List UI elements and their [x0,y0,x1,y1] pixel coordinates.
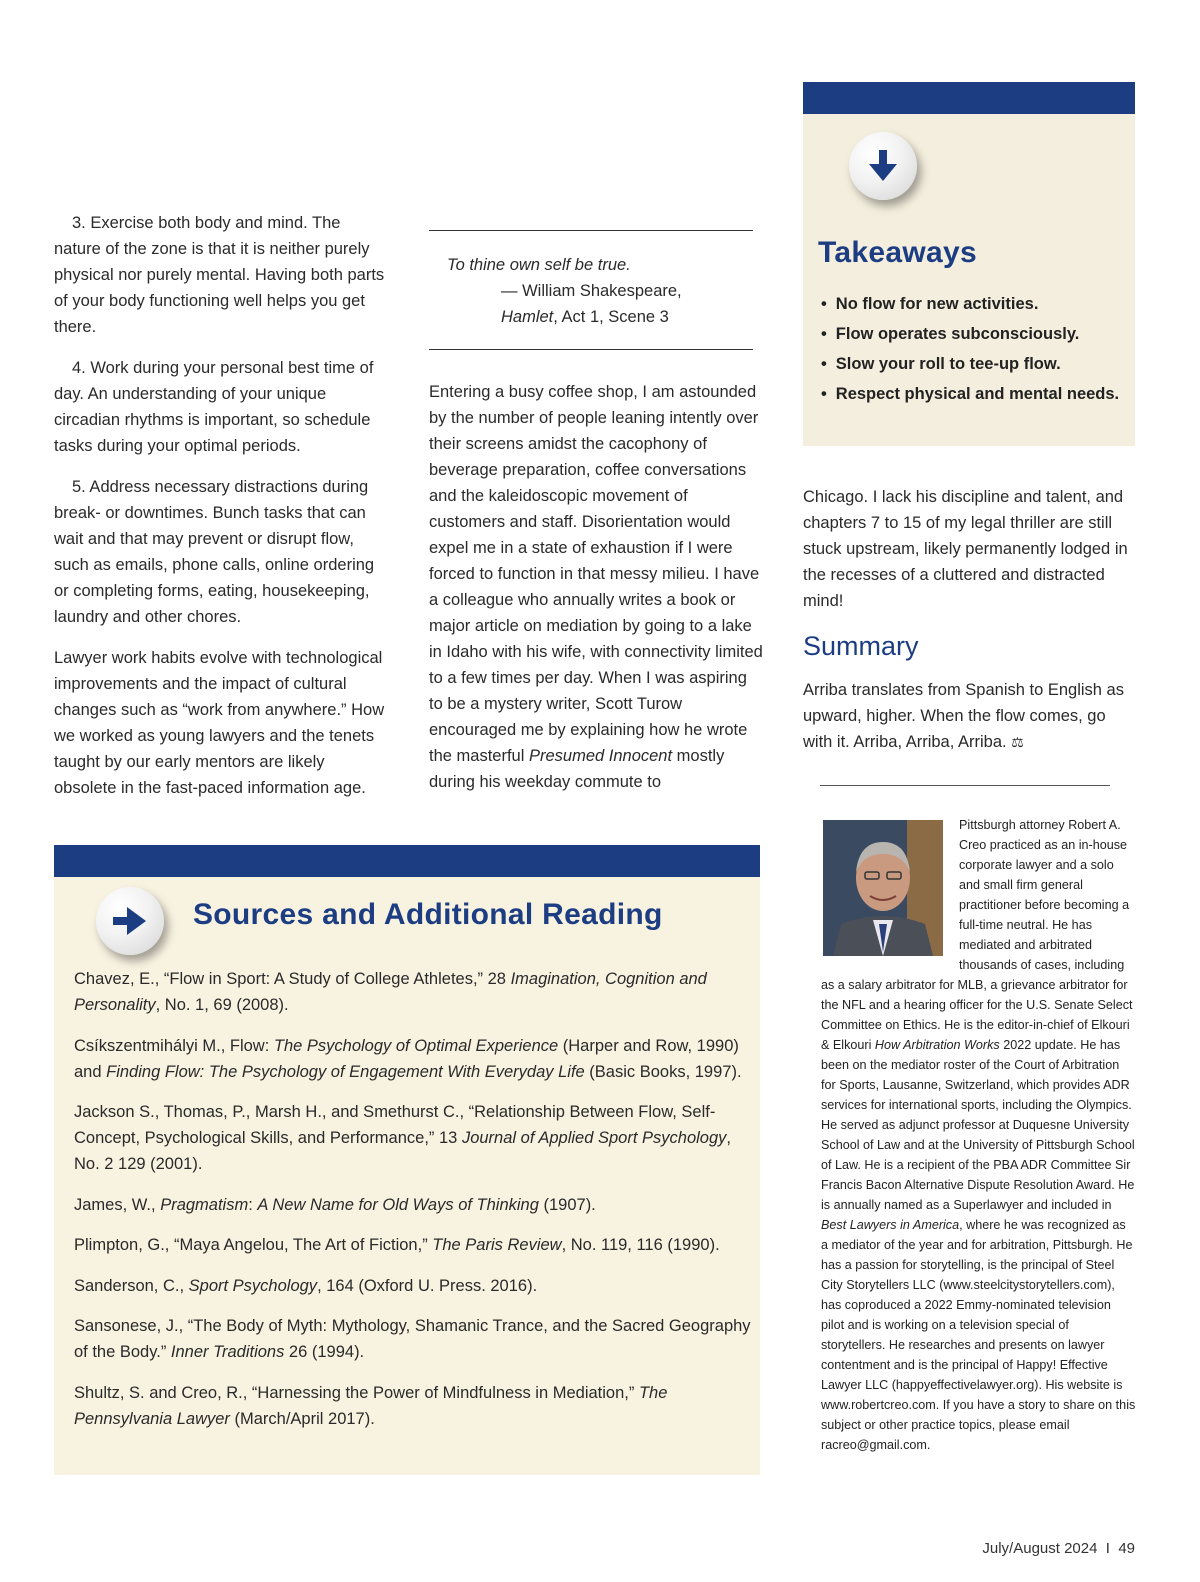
paragraph: Chicago. I lack his discipline and talent, and chapters 7 to 15 of my legal thriller are still stuck upstream, likely permanently lodged in the recesses of a cluttered and distracted mind! [803,488,1128,610]
paragraph: 5. Address necessary distractions during break- or downtimes. Bunch tasks that can wait and that may prevent or disrupt flow, such as emails, phone calls, online ordering or completing forms, eating, housekeeping, laundry and other chores. [54,478,375,626]
reference [74,1232,754,1258]
book-title: How Arbitration Works [874,1038,1000,1052]
takeaways-list [821,289,1119,409]
ref-title: The Psychology of Optimal Experience [273,1036,559,1055]
quote-location: , Act 1, Scene 3 [553,308,669,326]
takeaway-item: • No flow for new activities. [821,289,1119,319]
paragraph-text: mostly during his weekday commute to [429,747,725,791]
sources-box [54,845,760,1475]
column-right [803,484,1138,770]
reference-list [74,966,754,1446]
paragraph [429,379,763,795]
ref-title: The Paris Review [432,1236,562,1254]
page-footer [982,1540,1135,1557]
footer-separator: I [1105,1540,1110,1557]
ref-title: A New Name for Old Ways of Thinking [257,1195,539,1214]
takeaway-item: • Flow operates subconsciously. [821,319,1119,349]
ref-title: Journal of Applied Sport Psychology [461,1129,727,1147]
reference [74,1313,754,1365]
quote-work: Hamlet [501,308,554,326]
takeaway-item: • Slow your roll to tee-up flow. [821,349,1119,379]
takeaways-header-bar [803,82,1135,114]
summary-paragraph [803,677,1138,755]
column-left [54,210,390,816]
ref-text: (1907). [538,1195,596,1214]
divider [820,785,1110,786]
author-photo [823,820,943,956]
takeaway-item: • Respect physical and mental needs. [821,379,1119,409]
ref-text: (March/April 2017). [229,1409,375,1428]
scales-icon: ⚖ [1011,734,1024,750]
quote-attribution: — William Shakespeare, [501,282,682,300]
author-bio [821,815,1136,1455]
ref-text: Sansonese, J., “The Body of Myth: Mythology, Shamanic Trance, and the Sacred Geography of the Body.” [74,1317,751,1361]
reference [74,1273,754,1299]
ref-title: The Pennsylvania Lawyer [74,1383,668,1428]
reference [74,966,754,1018]
right-arrow-icon [96,887,164,955]
ref-title: Imagination, Cognition and Personality [74,970,707,1014]
ref-title: Inner Traditions [170,1343,285,1361]
ref-text: Shultz, S. and Creo, R., “Harnessing the Power of Mindfulness in Mediation,” [74,1383,639,1402]
paragraph: 3. Exercise both body and mind. The nature of the zone is that it is neither purely physical nor purely mental. Having both parts of your body functioning well helps you get there. [54,214,385,336]
ref-text: 26 (1994). [284,1343,365,1361]
book-title: Best Lawyers in America [821,1218,960,1232]
sources-header-bar [54,845,760,877]
sources-title: Sources and Additional Reading [193,898,663,931]
takeaways-box [803,82,1135,446]
ref-title: Sport Psychology [188,1276,318,1295]
takeaways-title: Takeaways [818,236,977,269]
down-arrow-icon [849,132,917,200]
page-number: 49 [1118,1540,1135,1557]
ref-text: , No. 2 129 (2001). [74,1129,731,1173]
book-title: Presumed Innocent [528,747,673,765]
column-middle [429,379,763,810]
bio-text-part: Pittsburgh attorney Robert A. Creo practiced as an in-house corporate lawyer and a solo and small firm general practitioner before becoming a full-time neutral. He has mediated and arbitrated thousands of cases, including as a salary arbitrator for MLB, a grievance arbitrator for the NFL and a hearing officer for the U.S. Senate Select Committee on Ethics. He is the editor-in-chief of Elkouri & Elkouri [821,818,1133,1052]
ref-title: Pragmatism [160,1195,249,1214]
quote-source [501,304,669,330]
ref-text: (Basic Books, 1997). [584,1062,742,1081]
ref-text: Chavez, E., “Flow in Sport: A Study of College Athletes,” 28 [74,970,511,988]
reference [74,1099,754,1177]
paragraph: Lawyer work habits evolve with technological improvements and the impact of cultural changes such as “work from anywhere.” How we worked as young lawyers and the tenets taught by our early mentors are likely obsolete in the fast-paced information age. [54,649,385,797]
summary-text: Arriba translates from Spanish to English as upward, higher. When the flow comes, go with it. Arriba, Arriba, Arriba. [803,681,1124,751]
ref-text: Jackson S., Thomas, P., Marsh H., and Smethurst C., “Relationship Between Flow, Self-Concept, Psychological Skills, and Performance,” 13 [74,1103,716,1147]
quote-text: To thine own self be true. [447,256,631,274]
reference [74,1380,754,1432]
issue-date: July/August 2024 [982,1540,1098,1557]
ref-title: Finding Flow: The Psychology of Engagement With Everyday Life [106,1062,585,1081]
ref-text: , No. 1, 69 (2008). [155,996,289,1014]
ref-text: , 164 (Oxford U. Press. 2016). [317,1276,538,1295]
reference [74,1192,754,1218]
ref-text: , No. 119, 116 (1990). [561,1236,720,1254]
bio-text-part: , where he was recognized as a mediator of the year and for arbitration, Pittsburgh. He has a passion for storytelling, is the principal of Steel City Storytellers LLC (www.steelcitystorytellers.com), has coproduced a 2022 Emmy-nominated television pilot and is working on a television special of storytellers. He researches and presents on lawyer contentment and is the principal of Happy! Effective Lawyer LLC (happyeffectivelawyer.org). His website is www.robertcreo.com. If you have a story to share on this subject or other practice topics, please email racreo@gmail.com. [821,1218,1136,1452]
ref-text: (Harper and Row, 1990) and [74,1036,739,1081]
ref-text: Csíkszentmihályi M., Flow: [74,1036,274,1055]
ref-text: Plimpton, G., “Maya Angelou, The Art of Fiction,” [74,1236,433,1254]
paragraph: 4. Work during your personal best time of day. An understanding of your unique circadian rhythms is important, so schedule tasks during your optimal periods. [54,359,374,455]
ref-text: Sanderson, C., [74,1276,189,1295]
reference [74,1033,754,1085]
bio-text-part: 2022 update. He has been on the mediator roster of the Court of Arbitration for Sports, Lausanne, Switzerland, which provides ADR services for international sports, including the Olympics. He served as adjunct professor at Duquesne University School of Law and at the University of Pittsburgh School of Law. He is a recipient of the PBA ADR Committee Sir Francis Bacon Alternative Dispute Resolution Award. He is annually named as a Superlawyer and included in [821,1038,1135,1212]
ref-text: : [248,1195,258,1214]
ref-text: James, W., [74,1195,161,1214]
pull-quote [429,230,753,350]
paragraph-text: Entering a busy coffee shop, I am astounded by the number of people leaning intently over their screens amidst the cacophony of beverage preparation, coffee conversations and the kaleidoscopic movement of customers and staff. Disorientation would expel me in a state of exhaustion if I were forced to function in that messy milieu. I have a colleague who annually writes a book or major article on mediation by going to a lake in Idaho with his wife, with connectivity limited to a few times per day. When I was aspiring to be a mystery writer, Scott Turow encouraged me by explaining how he wrote the masterful [429,383,763,765]
summary-heading: Summary [803,631,919,661]
